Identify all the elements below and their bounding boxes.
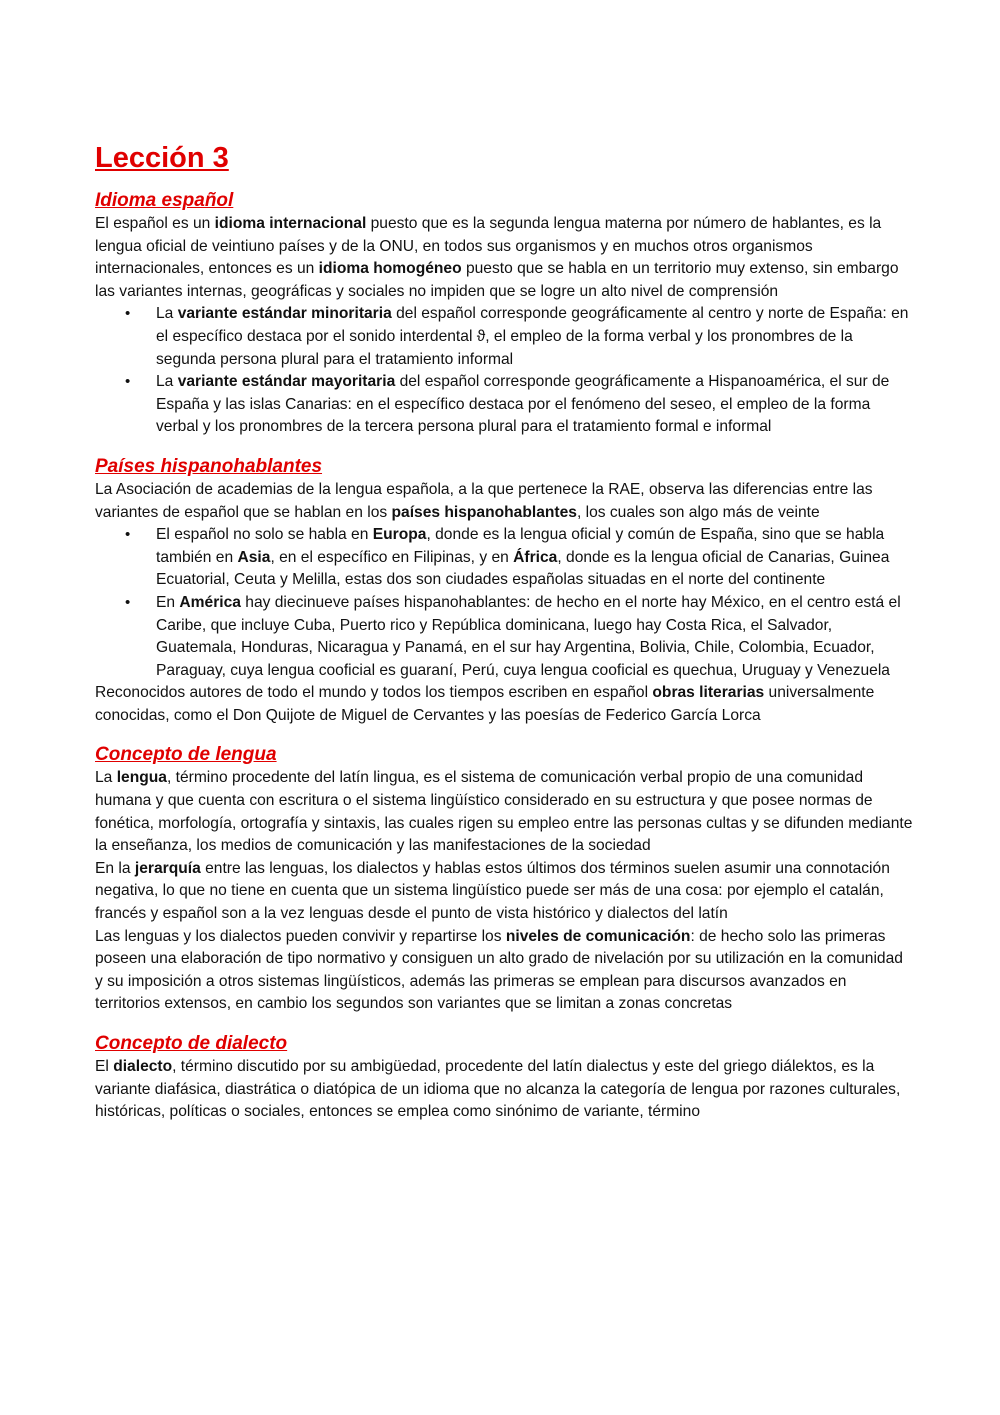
text-run: La Asociación de academias de la lengua española, a la que pertenece la RAE, observa las diferencias entre las variantes de español que se hablan en los [95,480,873,521]
bold-term: África [513,548,558,566]
text-run: del español corresponde geográficamente al centro y norte de España: en el específico destaca por el sonido interdental ϑ, el empleo de la forma verbal y los pronombres de la segunda persona plural para el tratamiento informal [156,305,909,368]
list-item [156,592,915,682]
section-heading: Concepto de lengua [95,744,277,766]
list-item [156,371,915,439]
text-run: Reconocidos autores de todo el mundo y todos los tiempos escriben en español [95,684,653,702]
paragraph [95,767,915,857]
text-run: , los cuales son algo más de veinte [576,503,820,521]
text-run: universalmente conocidas, como el Don Quijote de Miguel de Cervantes y las poesías de Federico García Lorca [95,684,875,724]
bullet-list [95,524,915,682]
paragraph [95,1056,915,1124]
text-run: Las lenguas y los dialectos pueden convivir y repartirse los [95,927,506,945]
text-run: , término procedente del latín lingua, es el sistema de comunicación verbal propio de una comunidad humana y que cuenta con escritura o el sistema lingüístico considerado en su estructura y que posee normas de fonética, morfología, ortografía y sintaxis, las cuales rigen su empleo entre las personas cultas y se difunden mediante la enseñanza, los medios de comunicación y las manifestaciones de la sociedad [95,769,913,855]
bold-term: variante estándar mayoritaria [177,373,396,391]
bold-term: lengua [116,769,167,787]
list-item [156,303,915,371]
bullet-list [95,303,915,439]
paragraph [95,682,915,727]
page-title: Lección 3 [95,142,229,174]
text-run: , donde es la lengua oficial de Canarias, Guinea Ecuatorial, Ceuta y Melilla, estas dos son ciudades españolas situadas en el norte del continente [156,548,890,589]
bold-term: niveles de comunicación [505,927,691,945]
text-run: El español es un [95,215,215,232]
bold-term: países hispanohablantes [391,503,577,521]
text-run: del español corresponde geográficamente a Hispanoamérica, el sur de España y las islas Canarias: en el específico destaca por el fenómeno del seseo, el empleo de la forma verbal y los pronombres de la tercera persona plural para el tratamiento formal e informal [156,373,890,436]
document-body [95,189,915,1124]
text-run: La [156,373,178,391]
bold-term: jerarquía [134,859,201,877]
text-run: , en el específico en Filipinas, y en [270,548,514,566]
text-run: : de hecho solo las primeras poseen una elaboración de tipo normativo y consiguen un alto grado de nivelación por su utilización en la comunidad y su imposición a otros sistemas lingüísticos, además las primeras se emplean para discursos avanzados en territorios extensos, en cambio los segundos son variantes que se limitan a zonas concretas [95,927,903,1013]
text-run: puesto que es la segunda lengua materna por número de hablantes, es la lengua oficial de veintiuno países y de la ONU, en todos sus organismos y en muchos otros organismos internacionales, entonces es un [95,215,882,278]
text-run: entre las lenguas, los dialectos y hablas estos últimos dos términos suelen asumir una connotación negativa, lo que no tiene en cuenta que un sistema lingüístico puede ser más de una cosa: por ejemplo el catalán, francés y español son a la vez lenguas desde el punto de vista histórico y dialectos del latín [95,859,890,923]
text-run: puesto que se habla en un territorio muy extenso, sin embargo las variantes internas, geográficas y sociales no impiden que se logre un alto nivel de comprensión [95,260,899,300]
bold-term: obras literarias [652,684,765,702]
text-run: En [156,593,180,611]
paragraph [95,858,915,926]
text-run: En la [95,859,135,877]
text-run: El [95,1058,114,1075]
bold-term: idioma internacional [214,215,367,232]
bold-term: Asia [237,548,271,566]
section-heading: Idioma español [95,190,234,211]
section [95,1032,915,1124]
text-run: , término discutido por su ambigüedad, procedente del latín dialectus y este del griego diálektos, es la variante diafásica, diastrática o diatópica de un idioma que no alcanza la categoría de lengua por razones culturales, históricas, políticas o sociales, entonces se emplea como sinónimo de variante, término [95,1058,901,1121]
section [95,743,915,1016]
section [95,189,915,439]
text-run: La [95,769,117,787]
paragraph [95,213,915,303]
section [95,455,915,728]
list-item [156,524,915,592]
paragraph [95,926,915,1016]
paragraph [95,479,915,524]
text-run: La [156,305,178,323]
bold-term: variante estándar minoritaria [177,305,392,323]
bold-term: idioma homogéneo [318,260,462,278]
text-run: hay diecinueve países hispanohablantes: de hecho en el norte hay México, en el centro está el Caribe, que incluye Cuba, Puerto rico y República dominicana, luego hay Costa Rica, el Salvador, Guatemala, Honduras, Nicaragua y Panamá, en el sur hay Argentina, Bolivia, Chile, Colombia, Ecuador, Paraguay, cuya lengua cooficial es guaraní, Perú, cuya lengua cooficial es quechua, Uruguay y Venezuela [156,593,901,679]
bold-term: Europa [372,526,427,544]
section-heading: Países hispanohablantes [95,455,323,477]
document-page [95,140,915,1124]
text-run: , donde es la lengua oficial y común de España, sino que se habla también en [156,526,885,566]
bold-term: dialecto [113,1058,173,1075]
text-run: El español no solo se habla en [156,526,373,544]
bold-term: América [179,593,241,611]
section-heading: Concepto de dialecto [95,1033,288,1054]
